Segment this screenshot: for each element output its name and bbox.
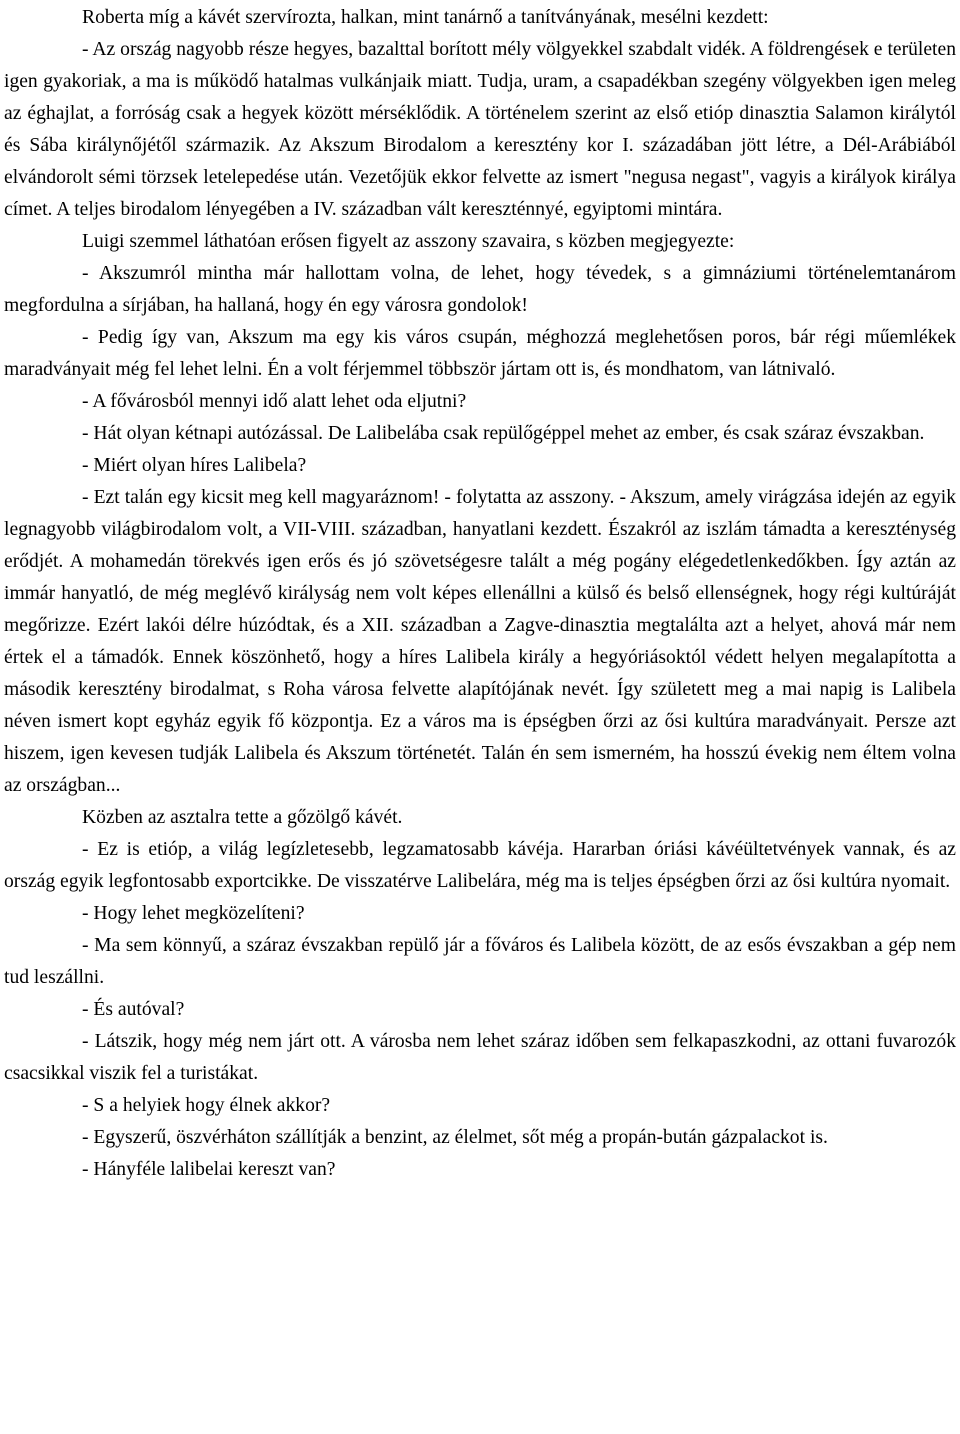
- paragraph: - S a helyiek hogy élnek akkor?: [82, 1095, 331, 1116]
- document-page: [4, 2, 956, 1186]
- paragraph: Közben az asztalra tette a gőzölgő kávét.: [82, 807, 403, 828]
- paragraph: Luigi szemmel láthatóan erősen figyelt az asszony szavaira, s közben megjegyezte:: [82, 231, 735, 252]
- paragraph: - És autóval?: [82, 999, 185, 1020]
- paragraph: - Hányféle lalibelai kereszt van?: [82, 1159, 336, 1180]
- paragraph: - Egyszerű, öszvérháton szállítják a benzint, az élelmet, sőt még a propán-bután gázpalackot is.: [82, 1127, 828, 1148]
- paragraph: - Hát olyan kétnapi autózással. De Lalibelába csak repülőgéppel mehet az ember, és csak száraz évszakban.: [82, 423, 925, 444]
- paragraph: - Akszumról mintha már hallottam volna, de lehet, hogy tévedek, s a gimnáziumi történelemtanárom megfordulna a sírjában, ha hallaná, hogy én egy városra gondolok!: [4, 263, 956, 316]
- paragraph: - Hogy lehet megközelíteni?: [82, 903, 305, 924]
- paragraph: - Pedig így van, Akszum ma egy kis város csupán, méghozzá meglehetősen poros, bár régi műemlékek maradványait még fel lehet lelni. Én a volt férjemmel többször jártam ott is, és mondhatom, van látnivaló.: [4, 327, 956, 380]
- paragraph: - Ma sem könnyű, a száraz évszakban repülő jár a főváros és Lalibela között, de az esős évszakban a gép nem tud leszállni.: [4, 935, 956, 988]
- paragraph: - A fővárosból mennyi idő alatt lehet oda eljutni?: [82, 391, 467, 412]
- paragraph: - Látszik, hogy még nem járt ott. A városba nem lehet száraz időben sem felkapaszkodni, az ottani fuvarozók csacsikkal viszik fel a turistákat.: [4, 1031, 956, 1084]
- paragraph: - Ezt talán egy kicsit meg kell magyaráznom! - folytatta az asszony. - Akszum, amely virágzása idején az egyik legnagyobb világbirodalom volt, a VII-VIII. században, hanyatlani kezdett. Északról az iszlám támadta a kereszténység erődjét. A mohamedán törekvés igen erős és jó szövetségesre talált a még pogány elégedetlenkedőkben. Így aztán az immár hanyatló, de még meglévő királyság nem volt képes ellenállni a külső és belső ellenségnek, hogy régi kultúráját megőrizze. Ezért lakói délre húzódtak, és a XII. században a Zagve-dinasztia megtalálta azt a helyet, ahová már nem értek el a támadók. Ennek köszönhető, hogy a híres Lalibela király a hegyóriásoktól védett helyen megalapította a második keresztény birodalmat, s Roha városa felvette alapítójának nevét. Így született meg a mai napig is Lalibela néven ismert kopt egyház egyik fő központja. Ez a város ma is épségben őrzi az ősi kultúra maradványait. Persze azt hiszem, igen kevesen tudják Lalibela és Akszum történetét. Talán én sem ismerném, ha hosszú évekig nem éltem volna az országban...: [4, 487, 956, 796]
- paragraph: Roberta míg a kávét szervírozta, halkan, mint tanárnő a tanítványának, mesélni kezdett:: [82, 7, 769, 28]
- paragraph: - Az ország nagyobb része hegyes, bazalttal borított mély völgyekkel szabdalt vidék. A földrengések e területen igen gyakoriak, a ma is működő hatalmas vulkánjaik miatt. Tudja, uram, a csapadékban szegény völgyekben igen meleg az éghajlat, a forróság csak a hegyek között mérséklődik. A történelem szerint az első etióp dinasztia Salamon királytól és Sába királynőjétől származik. Az Akszum Birodalom a keresztény kor I. századában jött létre, a Dél-Arábiából elvándorolt sémi törzsek letelepedése után. Vezetőjük ekkor felvette az ismert "negusa negast", vagyis a királyok királya címet. A teljes birodalom lényegében a IV. században vált kereszténnyé, egyiptomi mintára.: [4, 39, 956, 220]
- paragraph: - Miért olyan híres Lalibela?: [82, 455, 307, 476]
- paragraph: - Ez is etióp, a világ legízletesebb, legzamatosabb kávéja. Hararban óriási kávéültetvények vannak, és az ország egyik legfontosabb exportcikke. De visszatérve Lalibelára, még ma is teljes épségben őrzi az ősi kultúra nyomait.: [4, 839, 956, 892]
